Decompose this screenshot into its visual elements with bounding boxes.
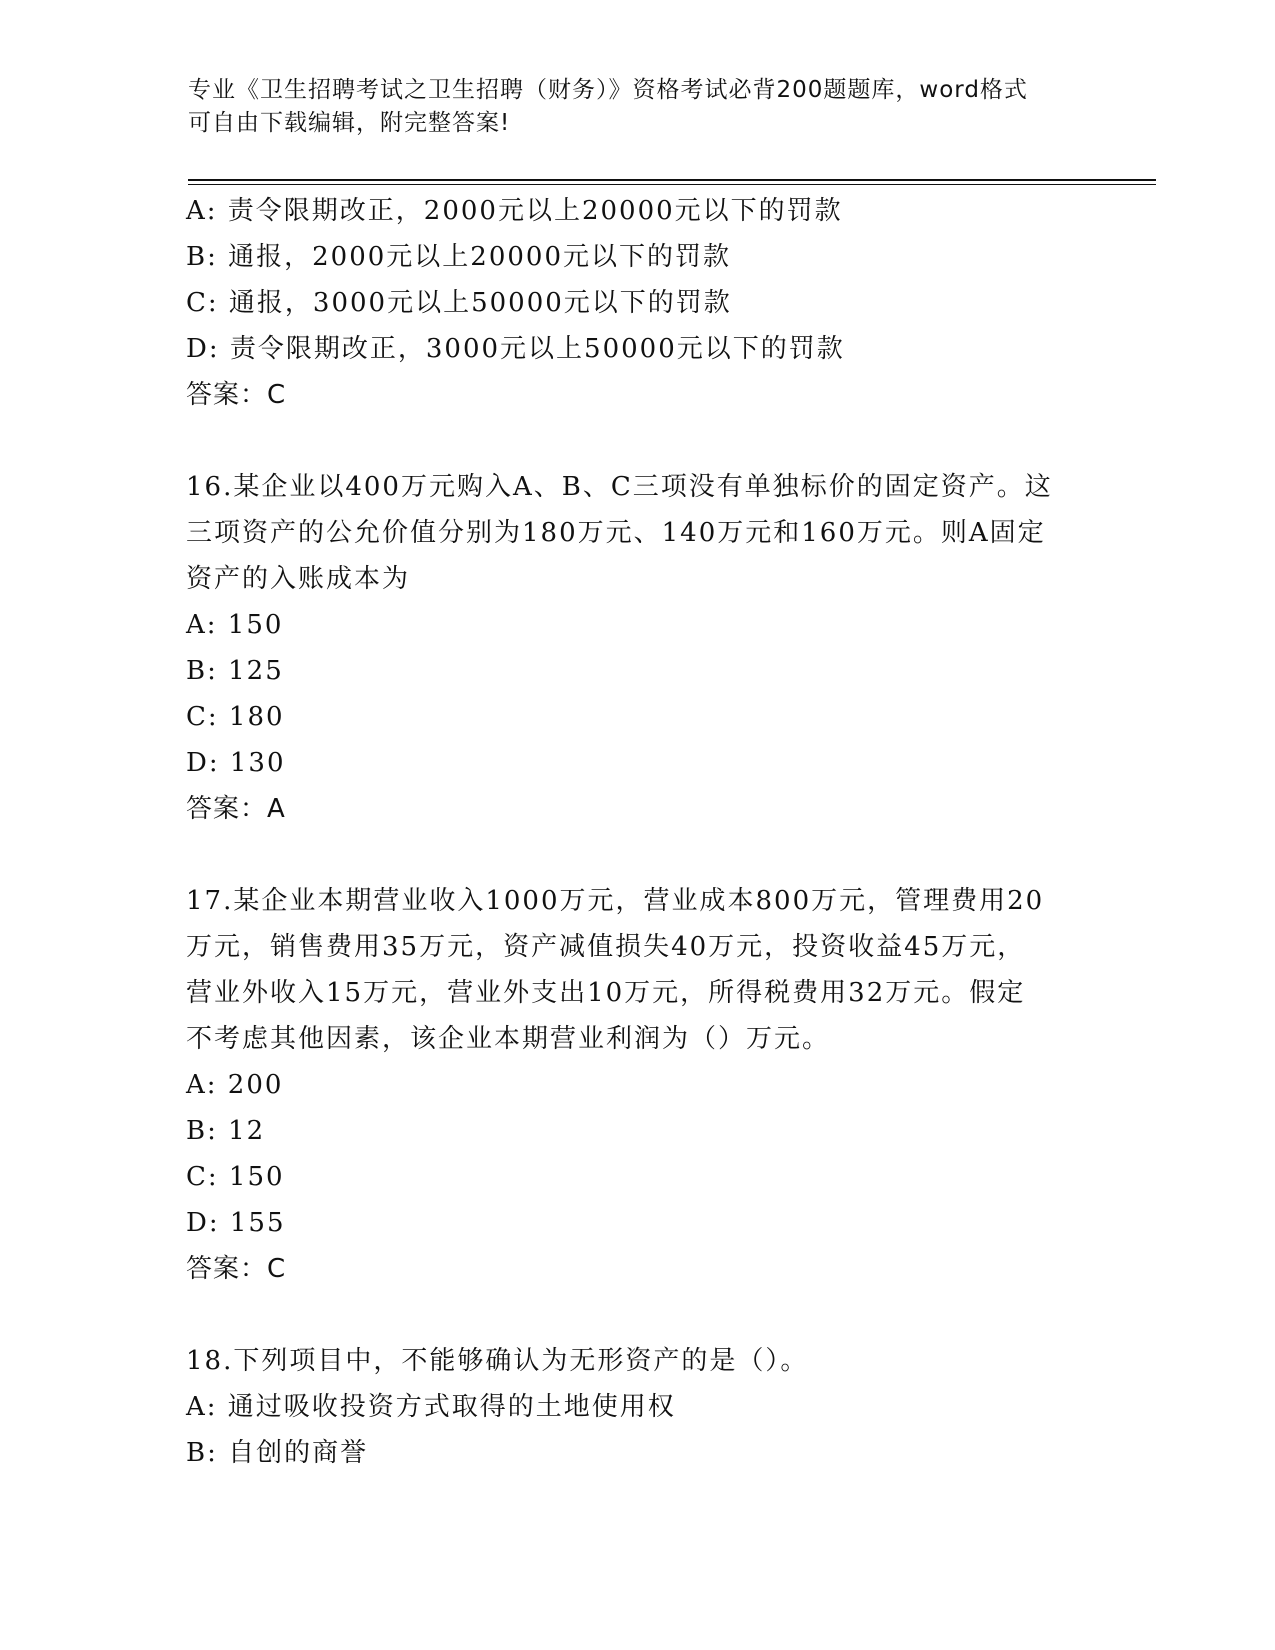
question-text-line: 不考虑其他因素，该企业本期营业利润为（）万元。 bbox=[186, 1024, 831, 1054]
option-a: A: 责令限期改正，2000元以上20000元以下的罚款 bbox=[186, 196, 843, 226]
option-d: D: 155 bbox=[186, 1208, 286, 1238]
question-16 bbox=[186, 464, 1086, 832]
option-b: B: 通报，2000元以上20000元以下的罚款 bbox=[186, 242, 732, 272]
question-15 bbox=[186, 188, 1086, 418]
answer: 答案：C bbox=[186, 380, 287, 410]
header-divider-thin bbox=[188, 184, 1156, 185]
question-18 bbox=[186, 1338, 1086, 1476]
option-d: D: 责令限期改正，3000元以上50000元以下的罚款 bbox=[186, 334, 845, 364]
question-text-line: 18.下列项目中，不能够确认为无形资产的是（）。 bbox=[186, 1346, 809, 1376]
option-c: C: 通报，3000元以上50000元以下的罚款 bbox=[186, 288, 732, 318]
question-text-line: 17.某企业本期营业收入1000万元，营业成本800万元，管理费用20 bbox=[186, 886, 1045, 916]
answer: 答案：C bbox=[186, 1254, 287, 1284]
question-text-line: 万元，销售费用35万元，资产减值损失40万元，投资收益45万元， bbox=[186, 932, 1026, 962]
header-line-2: 可自由下载编辑，附完整答案! bbox=[188, 110, 511, 136]
option-b: B: 125 bbox=[186, 656, 284, 686]
question-text-line: 营业外收入15万元，营业外支出10万元，所得税费用32万元。假定 bbox=[186, 978, 1026, 1008]
question-text-line: 资产的入账成本为 bbox=[186, 564, 411, 594]
spacer bbox=[186, 1292, 1086, 1338]
option-a: A: 200 bbox=[186, 1070, 284, 1100]
option-b: B: 12 bbox=[186, 1116, 266, 1146]
option-a: A: 150 bbox=[186, 610, 284, 640]
option-b: B: 自创的商誉 bbox=[186, 1438, 369, 1468]
spacer bbox=[186, 832, 1086, 878]
answer: 答案：A bbox=[186, 794, 286, 824]
spacer bbox=[186, 418, 1086, 464]
question-17 bbox=[186, 878, 1086, 1292]
document-body bbox=[186, 188, 1086, 1476]
option-c: C: 150 bbox=[186, 1162, 285, 1192]
question-text-line: 三项资产的公允价值分别为180万元、140万元和160万元。则A固定 bbox=[186, 518, 1046, 548]
header-line-1: 专业《卫生招聘考试之卫生招聘（财务）》资格考试必背200题题库，word格式 bbox=[188, 77, 1028, 103]
option-a: A: 通过吸收投资方式取得的土地使用权 bbox=[186, 1392, 676, 1422]
header-divider-thick bbox=[188, 179, 1156, 181]
document-header bbox=[188, 74, 1068, 140]
question-text-line: 16.某企业以400万元购入A、B、C三项没有单独标价的固定资产。这 bbox=[186, 472, 1053, 502]
option-d: D: 130 bbox=[186, 748, 286, 778]
option-c: C: 180 bbox=[186, 702, 285, 732]
